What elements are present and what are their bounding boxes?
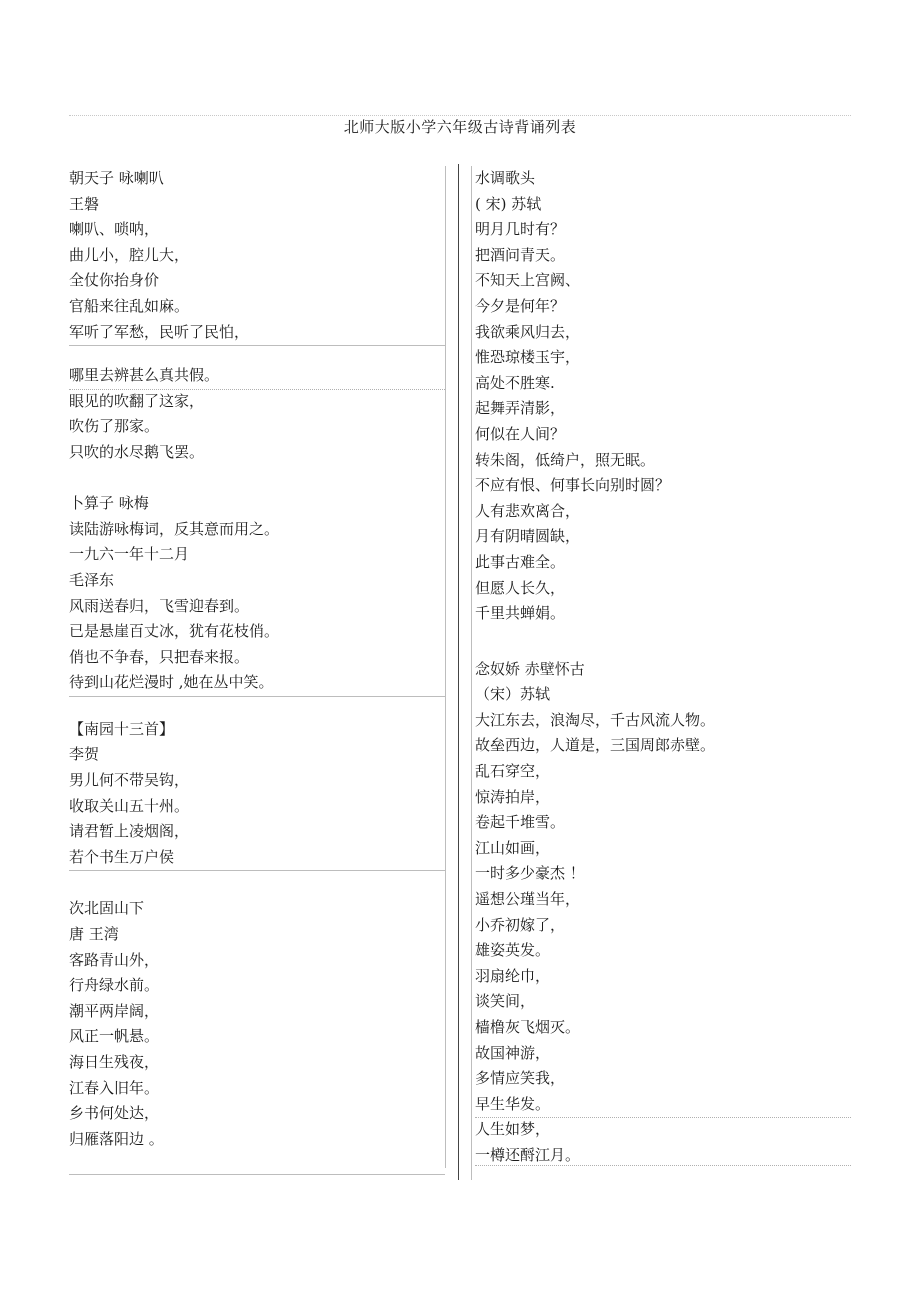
poem-line: 收取关山五十州。 <box>69 796 190 815</box>
poem-title: 【南园十三首】 <box>69 719 175 738</box>
poem-line: 惟恐琼楼玉宇， <box>475 348 581 367</box>
poem-line: 全仗你抬身价 <box>69 271 160 290</box>
poem-line: 人生如梦， <box>475 1120 551 1139</box>
poem-niannujiao <box>475 657 851 1169</box>
poem-line: 但愿人长久， <box>475 578 566 597</box>
left-column-border <box>445 166 446 1168</box>
poem-line: 大江东去，浪淘尽，千古风流人物。 <box>475 710 716 729</box>
poem-author: 王磐 <box>69 194 100 213</box>
poem-line: 谈笑间， <box>475 992 536 1011</box>
poem-line: 曲儿小，腔儿大， <box>69 245 190 264</box>
poem-line: 月有阴晴圆缺， <box>475 527 581 546</box>
poem-line: 千里共蝉娟。 <box>475 604 566 623</box>
poem-author: ( 宋) 苏轼 <box>475 194 542 213</box>
left-column <box>69 166 445 1174</box>
poem-line: 若个书生万户侯 <box>69 847 175 866</box>
poem-title: 卜算子 咏梅 <box>69 494 149 513</box>
poem-line: 江春入旧年。 <box>69 1078 160 1097</box>
poem-line: 卷起千堆雪。 <box>475 813 566 832</box>
poem-line: 风雨送春归，飞雪迎春到。 <box>69 596 250 615</box>
poem-line: 樯橹灰飞烟灭。 <box>475 1018 581 1036</box>
poem-line: 一时多少豪杰 ！ <box>475 864 585 883</box>
poem-line: 早生华发。 <box>475 1094 551 1113</box>
poem-line: 今夕是何年？ <box>475 296 566 315</box>
poem-line: 明月几时有？ <box>475 220 566 239</box>
poem-line: 小乔初嫁了， <box>475 915 566 934</box>
poem-title: 朝天子 咏喇叭 <box>69 169 164 187</box>
poem-line: 风正一帆悬。 <box>69 1027 160 1046</box>
poem-line: 海日生残夜， <box>69 1053 160 1071</box>
poem-line: 此事古难全。 <box>475 552 566 571</box>
poem-line: 不应有恨、何事长向别时圆？ <box>475 476 671 495</box>
poem-line: 俏也不争春，只把春来报。 <box>69 647 250 666</box>
poem-line: 官船来往乱如麻。 <box>69 296 190 315</box>
poem-line: 江山如画， <box>475 838 551 857</box>
poem-line: 人有悲欢离合， <box>475 501 581 520</box>
poem-line: 羽扇纶巾， <box>475 966 551 985</box>
poem-busuanzi <box>69 491 445 696</box>
poem-line: 待到山花烂漫时 ,她在丛中笑。 <box>69 673 274 692</box>
poem-line: 只吹的水尽鹅飞罢。 <box>69 442 205 461</box>
column-divider <box>458 164 459 1180</box>
poem-line: 已是悬崖百丈冰，犹有花枝俏。 <box>69 622 280 641</box>
poem-line: 潮平两岸阔， <box>69 1001 160 1020</box>
poem-line: 乱石穿空， <box>475 762 551 781</box>
poem-line: 请君暂上凌烟阁， <box>69 822 190 841</box>
poem-line: 军听了军愁，民听了民怕， <box>69 322 250 341</box>
poem-line: 起舞弄清影， <box>475 399 566 418</box>
poem-line: 高处不胜寒. <box>475 373 555 392</box>
poem-line: 故垒西边，人道是，三国周郎赤壁。 <box>475 736 716 755</box>
poem-title: 次北固山下 <box>69 899 145 918</box>
poem-author: 唐 王湾 <box>69 925 119 944</box>
poem-line: 惊涛拍岸， <box>475 787 551 806</box>
poem-line: 乡书何处达， <box>69 1104 160 1123</box>
poem-line: 故国神游， <box>475 1043 551 1062</box>
poem-title: 水调歌头 <box>475 169 536 187</box>
poem-line: 我欲乘风归去， <box>475 322 581 341</box>
poem-line: 遥想公瑾当年， <box>475 890 581 909</box>
poem-preface: 读陆游咏梅词，反其意而用之。 <box>69 519 280 538</box>
poem-line: 一樽还酹江月。 <box>475 1145 581 1164</box>
poem-line: 行舟绿水前。 <box>69 976 160 995</box>
right-column-border <box>471 166 472 1180</box>
poem-line: 吹伤了那家。 <box>69 417 160 436</box>
poem-line: 客路青山外， <box>69 950 160 969</box>
poem-line: 喇叭、唢呐， <box>69 220 160 239</box>
poem-line: 转朱阁，低绮户，照无眠。 <box>475 450 656 469</box>
poem-line: 归雁落阳边 。 <box>69 1129 164 1148</box>
poem-date: 一九六一年十二月 <box>69 545 190 564</box>
poem-line: 眼见的吹翻了这家， <box>69 391 205 410</box>
document-title: 北师大版小学六年级古诗背诵列表 <box>343 118 577 136</box>
poem-line: 多情应笑我， <box>475 1069 566 1088</box>
right-column <box>475 166 851 1165</box>
poem-line: 男儿何不带吴钩， <box>69 771 190 790</box>
poem-author: （宋）苏轼 <box>475 685 551 704</box>
poem-title: 念奴娇 赤壁怀古 <box>475 659 585 678</box>
poem-line: 把酒问青天。 <box>475 245 566 264</box>
poem-line: 哪里去辨甚么真共假。 <box>69 366 220 385</box>
poem-cibeigushanxia <box>69 896 445 1174</box>
poem-author: 毛泽东 <box>69 570 115 589</box>
poem-author: 李贺 <box>69 745 100 764</box>
poem-line: 雄姿英发。 <box>475 941 551 960</box>
poem-line: 何似在人间？ <box>475 424 566 443</box>
poem-chaotianzi <box>69 166 445 466</box>
poem-line: 不知天上宫阙、 <box>475 271 581 290</box>
poem-nanyuan <box>69 717 445 871</box>
poem-shuidiaogetou <box>475 166 851 627</box>
